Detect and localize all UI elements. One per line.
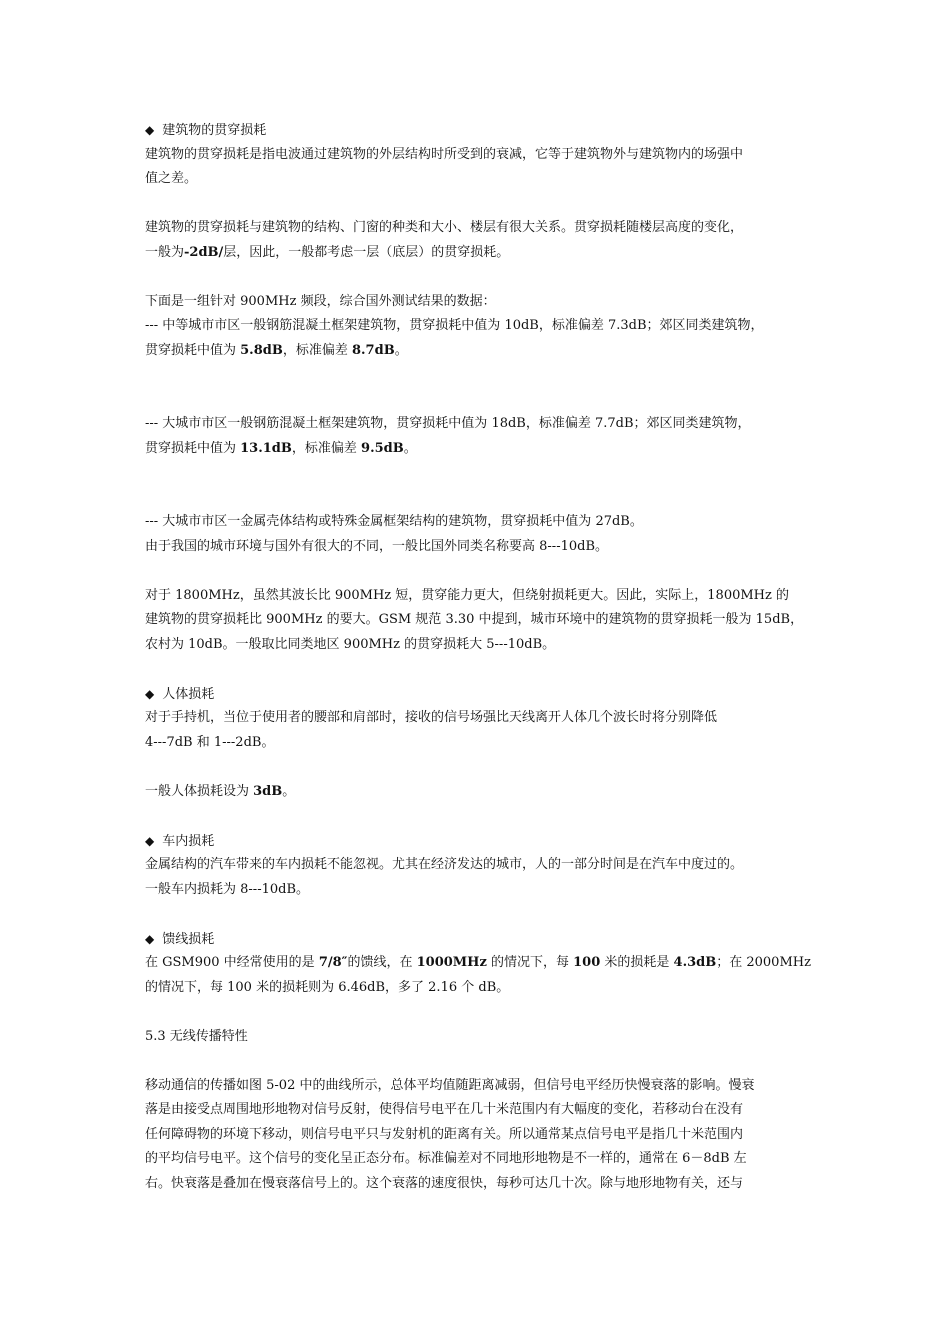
paragraph-line: 4---7dB 和 1---2dB。 [145, 734, 275, 750]
paragraph-line: 任何障碍物的环境下移动，则信号电平只与发射机的距离有关。所以通常某点信号电平是指几十米范围内 [145, 1126, 744, 1142]
diamond-bullet-icon: ◆ [145, 931, 155, 946]
paragraph-line: 贯穿损耗中值为 5.8dB，标准偏差 8.7dB。 [145, 342, 408, 358]
section-heading-car: ◆ 车内损耗 [145, 829, 810, 854]
paragraph-line: 金属结构的汽车带来的车内损耗不能忽视。尤其在经济发达的城市，人的一部分时间是在汽车中度过的。 [145, 857, 744, 872]
paragraph-line: 建筑物的贯穿损耗与建筑物的结构、门窗的种类和大小、楼层有很大关系。贯穿损耗随楼层高度的变化， [145, 220, 744, 235]
paragraph-line: 右。快衰落是叠加在慢衰落信号上的。这个衰落的速度很快，每秒可达几十次。除与地形地物有关，还与 [145, 1175, 744, 1191]
section-heading-building: ◆ 建筑物的贯穿损耗 [145, 118, 810, 143]
paragraph-line: --- 大城市市区一金属壳体结构或特殊金属框架结构的建筑物，贯穿损耗中值为 27dB。 [145, 514, 643, 529]
paragraph-line: --- 大城市市区一般钢筋混凝土框架建筑物，贯穿损耗中值为 18dB，标准偏差 7.7dB；郊区同类建筑物， [145, 416, 751, 431]
paragraph-line: 建筑物的贯穿损耗比 900MHz 的要大。GSM 规范 3.30 中提到，城市环境中的建筑物的贯穿损耗一般为 15dB， [145, 612, 804, 627]
paragraph-line: 移动通信的传播如图 5-02 中的曲线所示，总体平均值随距离减弱，但信号电平经历快慢衰落的影响。慢衰 [145, 1077, 755, 1093]
paragraph-line: 贯穿损耗中值为 13.1dB，标准偏差 9.5dB。 [145, 440, 417, 456]
paragraph-line: 在 GSM900 中经常使用的是 7/8″的馈线，在 1000MHz 的情况下，每 100 米的损耗是 4.3dB；在 2000MHz [145, 955, 811, 970]
paragraph-line: 由于我国的城市环境与国外有很大的不同，一般比国外同类名称要高 8---10dB。 [145, 538, 608, 554]
paragraph-line: 建筑物的贯穿损耗是指电波通过建筑物的外层结构时所受到的衰减，它等于建筑物外与建筑物内的场强中 [145, 146, 744, 162]
diamond-bullet-icon: ◆ [145, 686, 155, 701]
paragraph-line: 落是由接受点周围地形地物对信号反射，使得信号电平在几十米范围内有大幅度的变化，若移动台在没有 [145, 1102, 744, 1117]
paragraph-line: 的平均信号电平。这个信号的变化呈正态分布。标准偏差对不同地形地物是不一样的，通常在 6－8dB 左 [145, 1151, 747, 1166]
document-page [145, 118, 810, 1196]
paragraph-line: 农村为 10dB。一般取比同类地区 900MHz 的贯穿损耗大 5---10dB。 [145, 636, 556, 652]
paragraph-line: 一般人体损耗设为 3dB。 [145, 783, 296, 799]
paragraph-line: 对于手持机，当位于使用者的腰部和肩部时，接收的信号场强比天线离开人体几个波长时将分别降低 [145, 710, 718, 725]
section-heading-feeder: ◆ 馈线损耗 [145, 927, 810, 952]
paragraph-line: 值之差。 [145, 171, 198, 186]
diamond-bullet-icon: ◆ [145, 123, 155, 137]
paragraph-line: 下面是一组针对 900MHz 频段，综合国外测试结果的数据： [145, 293, 496, 309]
paragraph-line: 的情况下，每 100 米的损耗则为 6.46dB，多了 2.16 个 dB。 [145, 979, 510, 995]
paragraph-line: 一般车内损耗为 8---10dB。 [145, 881, 309, 897]
paragraph-line: --- 中等城市市区一般钢筋混凝土框架建筑物，贯穿损耗中值为 10dB，标准偏差 7.3dB；郊区同类建筑物， [145, 318, 764, 333]
paragraph-line: 对于 1800MHz，虽然其波长比 900MHz 短，贯穿能力更大，但绕射损耗更大。因此，实际上，1800MHz 的 [145, 587, 790, 603]
section-heading-radio: 5.3 无线传播特性 [145, 1028, 248, 1044]
section-heading-body: ◆ 人体损耗 [145, 682, 810, 707]
diamond-bullet-icon: ◆ [145, 833, 155, 848]
paragraph-line: 一般为-2dB/层，因此，一般都考虑一层（底层）的贯穿损耗。 [145, 244, 510, 260]
